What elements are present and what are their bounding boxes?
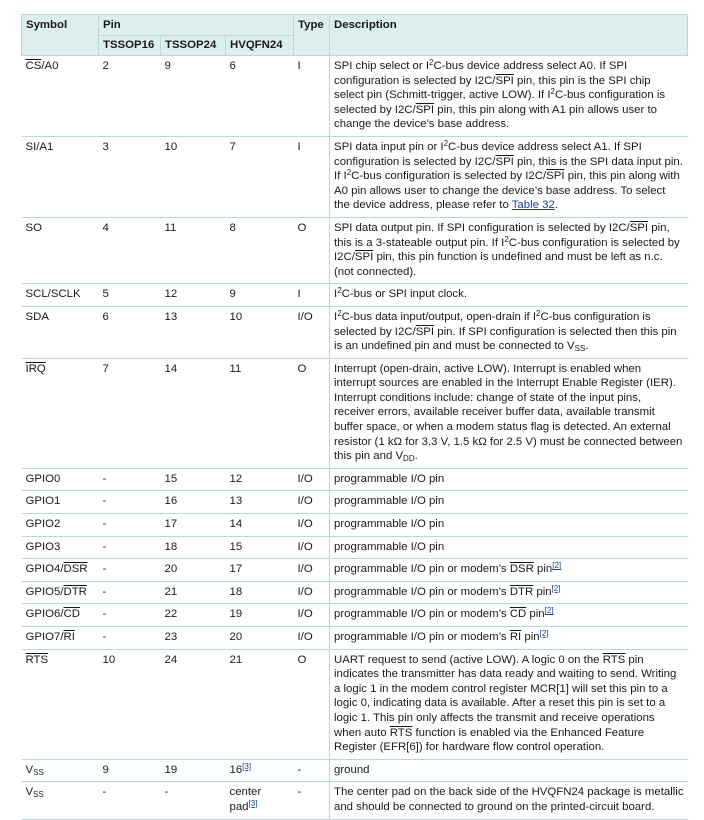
type-cell: [294, 358, 330, 468]
text-segment: programmable I/O pin: [334, 495, 445, 508]
cell-text: -: [102, 563, 107, 576]
overlined-signal: $\overline{DSR}$: [509, 563, 534, 576]
text-segment: SPI data input pin or I: [334, 140, 444, 153]
tssop16-pin-cell: [99, 306, 161, 358]
cell-text: 12: [164, 288, 178, 301]
text-segment: GPIO2: [25, 518, 61, 531]
text-segment: .: [414, 450, 418, 463]
symbol-cell: [22, 514, 99, 537]
hvqfn24-pin-cell: [226, 284, 294, 307]
type-cell: [294, 514, 330, 537]
cell-text: 19: [164, 763, 178, 776]
symbol-cell: [22, 136, 99, 217]
tssop24-pin-cell: [161, 536, 226, 559]
description-cell: [330, 581, 688, 604]
text-segment: C-bus device address select A1. If SPI configuration is selected by I2C/: [334, 140, 642, 168]
text-segment: SS: [574, 344, 586, 354]
table-row: [22, 536, 688, 559]
cell-text: 12: [229, 472, 243, 485]
text-segment: pin. If SPI configuration is selected then this pin is an undefined pin and must be connected to V: [334, 325, 677, 353]
symbol-cell: [22, 536, 99, 559]
reference-link[interactable]: [2]: [544, 606, 554, 616]
symbol-cell: [22, 306, 99, 358]
symbol-cell: [22, 649, 99, 759]
tssop24-pin-cell: [161, 306, 226, 358]
text-segment: GPIO6/: [25, 608, 64, 621]
text-segment: programmable I/O pin or modem’s: [334, 585, 510, 598]
reference-link[interactable]: [3]: [248, 798, 258, 808]
header-type: Type: [294, 15, 330, 56]
cell-text: 9: [102, 763, 109, 776]
overlined-signal: $\overline{RTS}$: [25, 653, 49, 666]
text-segment: 2: [443, 138, 449, 148]
text-segment: C-bus configuration is selected by I2C/: [351, 170, 547, 183]
cell-text: I/O: [297, 585, 313, 598]
tssop24-pin-cell: [161, 56, 226, 137]
symbol-cell: [22, 284, 99, 307]
text-segment: GPIO3: [25, 540, 61, 553]
reference-link[interactable]: [2]: [539, 629, 549, 638]
tssop24-pin-cell: [161, 217, 226, 283]
hvqfn24-pin-cell: [226, 759, 294, 782]
symbol-cell: [22, 581, 99, 604]
text-segment: SS: [33, 767, 44, 777]
tssop24-pin-cell: [161, 468, 226, 491]
overlined-signal: $\overline{SPI}$: [415, 103, 435, 116]
text-segment: GPIO5/: [25, 585, 64, 598]
table-row: [22, 136, 688, 217]
tssop16-pin-cell: [99, 604, 161, 627]
overlined-signal: $\overline{SPI}$: [415, 325, 435, 338]
description-cell: [330, 782, 688, 819]
hvqfn24-pin-cell: [226, 627, 294, 650]
text-segment: C-bus data input/output, open-drain if I: [341, 310, 537, 323]
symbol-cell: [22, 627, 99, 650]
reference-link[interactable]: [2]: [551, 583, 561, 593]
cell-text: 20: [229, 631, 243, 643]
overlined-signal: $\overline{SPI}$: [354, 251, 374, 264]
cell-text: I/O: [297, 608, 313, 621]
text-segment: pin: [533, 563, 553, 576]
text-segment: 2: [428, 58, 434, 67]
cell-text: 11: [164, 221, 177, 234]
hvqfn24-pin-cell: [226, 782, 294, 819]
header-symbol: Symbol: [22, 15, 99, 56]
tssop24-pin-cell: [161, 284, 226, 307]
type-cell: [294, 627, 330, 650]
overlined-signal: $\overline{RTS}$: [602, 653, 626, 666]
text-segment: 2: [550, 87, 555, 97]
cell-text: I: [297, 140, 301, 153]
cell-text: I: [297, 60, 301, 72]
table-row: [22, 217, 688, 283]
cell-text: 7: [229, 140, 236, 153]
cell-text: I/O: [297, 495, 313, 508]
symbol-cell: [22, 358, 99, 468]
cell-text: I: [297, 288, 301, 301]
cell-text: 9: [229, 288, 236, 301]
text-segment: GPIO7/: [25, 631, 64, 643]
cell-text: I/O: [297, 310, 313, 323]
tssop24-pin-cell: [161, 514, 226, 537]
text-segment: programmable I/O pin or modem’s: [334, 563, 510, 576]
cell-text: O: [297, 221, 307, 234]
symbol-cell: [22, 56, 99, 137]
cell-text: 13: [229, 495, 243, 508]
text-segment: C-bus device address select A0. If SPI configuration is selected by I2C/: [334, 60, 628, 87]
description-cell: [330, 358, 688, 468]
tssop24-pin-cell: [161, 649, 226, 759]
tssop16-pin-cell: [99, 491, 161, 514]
type-cell: [294, 559, 330, 582]
cell-text: 23: [164, 631, 178, 643]
cell-text: I/O: [297, 518, 313, 531]
text-segment: V: [25, 786, 34, 799]
tssop16-pin-cell: [99, 56, 161, 137]
cell-text: 17: [164, 518, 178, 531]
tssop24-pin-cell: [161, 782, 226, 819]
text-segment: pin, this pin along with A1 pin allows user to change the device’s base address.: [334, 103, 657, 131]
text-segment: C-bus configuration is selected by I2C/: [334, 310, 651, 338]
type-cell: [294, 136, 330, 217]
cell-text: 6: [229, 60, 236, 72]
header-hvqfn24: HVQFN24: [226, 36, 294, 56]
text-segment: The center pad on the back side of the HVQFN24 package is metallic and should be connected to ground on the printed-circuit board.: [334, 786, 684, 813]
table-row: [22, 514, 688, 537]
overlined-signal: $\overline{CS}$: [25, 60, 42, 72]
text-segment: 2: [504, 234, 509, 244]
cell-text: 24: [164, 653, 178, 666]
cell-text: 2: [102, 60, 109, 72]
tssop16-pin-cell: [99, 782, 161, 819]
overlined-signal: $\overline{RI}$: [509, 631, 522, 643]
text-segment: pin: [533, 585, 552, 598]
overlined-signal: $\overline{CD}$: [63, 608, 80, 621]
text-segment: GPIO4/: [25, 563, 64, 576]
text-segment: SDA: [25, 310, 49, 323]
type-cell: [294, 284, 330, 307]
cell-text: 10: [229, 310, 243, 323]
text-segment: SPI data output pin. If SPI configuration is selected by I2C/: [334, 221, 630, 234]
tssop16-pin-cell: [99, 627, 161, 650]
text-segment: SS: [33, 790, 44, 800]
reference-link[interactable]: [2]: [552, 561, 562, 571]
cell-text: 6: [102, 310, 109, 323]
table-row: [22, 627, 688, 650]
cell-text: 20: [164, 563, 178, 576]
cell-text: O: [297, 653, 307, 666]
tssop16-pin-cell: [99, 514, 161, 537]
text-segment: programmable I/O pin: [334, 540, 445, 553]
tssop16-pin-cell: [99, 358, 161, 468]
text-segment: programmable I/O pin or modem’s: [334, 631, 510, 643]
type-cell: [294, 217, 330, 283]
text-segment: 2: [337, 286, 342, 296]
cell-text: 4: [102, 221, 109, 234]
description-cell: [330, 136, 688, 217]
text-segment: Interrupt (open-drain, active LOW). Interrupt is enabled when interrupt sources are enabled in the Interrupt Enable Register (IER). Interrupt conditions include: change of state of the input pins, receiver errors, available receiver buffer data, available transmit buffer space, or when a modem status flag is detected. An external resistor (1 kΩ for 3.3 V, 1.5 kΩ for 2.5 V) must be connected between this pin and V: [334, 362, 683, 463]
hvqfn24-pin-cell: [226, 581, 294, 604]
cell-text: 21: [164, 585, 178, 598]
tssop16-pin-cell: [99, 649, 161, 759]
description-cell: [330, 306, 688, 358]
type-cell: [294, 759, 330, 782]
text-segment: programmable I/O pin or modem’s: [334, 608, 510, 621]
header-pin: Pin: [99, 15, 294, 36]
overlined-signal: $\overline{DTR}$: [63, 585, 87, 598]
description-cell: [330, 759, 688, 782]
text-segment: I: [334, 310, 338, 323]
header-tssop16: TSSOP16: [99, 36, 161, 56]
cell-text: 9: [164, 60, 171, 72]
text-segment: UART request to send (active LOW). A logic 0 on the: [334, 653, 603, 666]
text-segment: V: [25, 763, 34, 776]
table-row: [22, 358, 688, 468]
tssop24-pin-cell: [161, 581, 226, 604]
hvqfn24-pin-cell: [226, 514, 294, 537]
type-cell: [294, 306, 330, 358]
text-segment: SCL/SCLK: [25, 288, 81, 301]
tssop24-pin-cell: [161, 491, 226, 514]
symbol-cell: [22, 217, 99, 283]
cell-text: -: [102, 585, 107, 598]
text-segment: ground: [334, 763, 370, 776]
text-segment: 2: [536, 308, 541, 318]
text-segment: GPIO1: [25, 495, 61, 508]
tssop24-pin-cell: [161, 358, 226, 468]
description-cell: [330, 284, 688, 307]
cell-text: 14: [229, 518, 243, 531]
tssop24-pin-cell: [161, 136, 226, 217]
pin-description-table: [21, 14, 688, 820]
cell-text: 17: [229, 563, 243, 576]
cell-text: 18: [164, 540, 178, 553]
description-cell: [330, 604, 688, 627]
cell-text: O: [297, 362, 307, 375]
table-row: [22, 581, 688, 604]
symbol-cell: [22, 468, 99, 491]
text-segment: programmable I/O pin: [334, 472, 445, 485]
overlined-signal: $\overline{IRQ}$: [25, 362, 46, 375]
text-segment: pin: [521, 631, 540, 643]
text-segment: C-bus or SPI input clock.: [341, 288, 467, 301]
hvqfn24-pin-cell: [226, 559, 294, 582]
overlined-signal: $\overline{CD}$: [509, 608, 527, 621]
text-segment: SI/A1: [25, 140, 54, 153]
cell-text: 7: [102, 362, 109, 375]
cell-text: 14: [164, 362, 178, 375]
cell-text: 22: [164, 608, 178, 621]
text-segment: pin, this is the SPI data input pin. If I: [334, 155, 683, 183]
text-segment: function is enabled via the Enhanced Feature Register (EFR[6]) for hardware flow control operation.: [334, 726, 645, 754]
text-segment: I: [334, 288, 338, 301]
text-segment: programmable I/O pin: [334, 518, 445, 531]
cell-text: -: [102, 540, 107, 553]
cell-text: 5: [102, 288, 109, 301]
text-segment: pin, this pin is the SPI chip select pin (Schmitt-trigger, active LOW). If I: [334, 74, 651, 102]
header-tssop24: TSSOP24: [161, 36, 226, 56]
cell-text: 15: [229, 540, 243, 553]
cell-text: I/O: [297, 540, 313, 553]
type-cell: [294, 782, 330, 819]
text-segment: /A0: [41, 60, 59, 72]
description-cell: [330, 468, 688, 491]
text-segment: center pad: [229, 786, 262, 813]
cell-text: 16: [164, 495, 178, 508]
table-row: [22, 306, 688, 358]
symbol-cell: [22, 782, 99, 819]
cell-text: -: [102, 608, 107, 621]
cell-text: I/O: [297, 631, 313, 643]
table-row: [22, 759, 688, 782]
cell-text: 15: [164, 472, 178, 485]
text-segment: 2: [337, 308, 342, 318]
cell-text: 10: [102, 653, 116, 666]
type-cell: [294, 581, 330, 604]
table-row: [22, 604, 688, 627]
tssop16-pin-cell: [99, 559, 161, 582]
symbol-cell: [22, 491, 99, 514]
overlined-signal: $\overline{DSR}$: [63, 563, 88, 576]
hvqfn24-pin-cell: [226, 217, 294, 283]
tssop16-pin-cell: [99, 217, 161, 283]
cell-text: 13: [164, 310, 178, 323]
hvqfn24-pin-cell: [226, 649, 294, 759]
tssop16-pin-cell: [99, 136, 161, 217]
overlined-signal: $\overline{SPI}$: [495, 155, 514, 168]
overlined-signal: $\overline{SPI}$: [629, 221, 649, 234]
tssop16-pin-cell: [99, 536, 161, 559]
text-segment: pin, this pin function is undefined and must be left as n.c. (not connected).: [334, 251, 663, 278]
hvqfn24-pin-cell: [226, 306, 294, 358]
cell-text: -: [164, 786, 169, 799]
symbol-cell: [22, 759, 99, 782]
type-cell: [294, 649, 330, 759]
reference-link[interactable]: [3]: [242, 761, 252, 771]
tssop24-pin-cell: [161, 559, 226, 582]
description-cell: [330, 559, 688, 582]
cell-text: 19: [229, 608, 243, 621]
table-row: [22, 468, 688, 491]
tssop24-pin-cell: [161, 604, 226, 627]
tssop16-pin-cell: [99, 468, 161, 491]
description-cell: [330, 649, 688, 759]
description-cell: [330, 536, 688, 559]
hvqfn24-pin-cell: [226, 136, 294, 217]
cell-text: -: [297, 786, 302, 799]
text-segment: C-bus configuration is selected by I2C/: [334, 236, 680, 264]
text-segment: pin: [526, 608, 545, 621]
text-segment: pin, this pin along with A0 pin allows user to change the device’s base address. To select the device address, please refer to: [334, 170, 680, 212]
text-segment: pin indicates the transmitter has data ready and waiting to send. Writing a logic 1 in the modem control register MCR[1] will set this pin to a logic 0, indicating data is available. After a reset this pin is set to a logic 1. This pin only affects the transmit and receive operations when auto: [334, 653, 677, 739]
description-cell: [330, 491, 688, 514]
tssop16-pin-cell: [99, 581, 161, 604]
text-segment: DD: [403, 454, 415, 464]
tssop24-pin-cell: [161, 627, 226, 650]
tssop24-pin-cell: [161, 759, 226, 782]
type-cell: [294, 56, 330, 137]
type-cell: [294, 604, 330, 627]
cell-text: 18: [229, 585, 243, 598]
overlined-signal: $\overline{DTR}$: [509, 585, 534, 598]
hvqfn24-pin-cell: [226, 358, 294, 468]
header-description: Description: [330, 15, 688, 56]
table-row: [22, 649, 688, 759]
cell-text: -: [102, 631, 107, 643]
type-cell: [294, 536, 330, 559]
cell-text: 3: [102, 140, 109, 153]
type-cell: [294, 491, 330, 514]
text-segment: .: [585, 340, 589, 353]
table-row: [22, 491, 688, 514]
overlined-signal: $\overline{RTS}$: [389, 726, 413, 739]
table-body: [22, 56, 688, 820]
text-segment: SPI chip select or I: [334, 60, 429, 72]
cell-text: -: [297, 763, 302, 776]
cell-text: I/O: [297, 472, 313, 485]
description-cell: [330, 514, 688, 537]
text-segment: GPIO0: [25, 472, 61, 485]
cell-text: 10: [164, 140, 178, 153]
table-row: [22, 56, 688, 137]
cell-text: I/O: [297, 563, 313, 576]
hvqfn24-pin-cell: [226, 604, 294, 627]
table-row: [22, 782, 688, 819]
table-row: [22, 559, 688, 582]
cell-text: -: [102, 472, 107, 485]
hvqfn24-pin-cell: [226, 468, 294, 491]
cell-text: 11: [229, 362, 242, 375]
symbol-cell: [22, 604, 99, 627]
cell-text: 21: [229, 653, 243, 666]
hvqfn24-pin-cell: [226, 56, 294, 137]
tssop16-pin-cell: [99, 284, 161, 307]
cell-text: -: [102, 518, 107, 531]
type-cell: [294, 468, 330, 491]
header-row: [22, 15, 688, 36]
text-segment: 2: [346, 168, 352, 178]
text-segment: .: [554, 199, 558, 212]
cell-text: 8: [229, 221, 236, 234]
description-cell: [330, 627, 688, 650]
symbol-cell: [22, 559, 99, 582]
cell-text: -: [102, 786, 107, 799]
tssop16-pin-cell: [99, 759, 161, 782]
overlined-signal: $\overline{SPI}$: [495, 74, 514, 87]
hvqfn24-pin-cell: [226, 491, 294, 514]
text-segment: 16: [229, 763, 243, 776]
reference-link[interactable]: Table 32: [511, 199, 555, 212]
table-row: [22, 284, 688, 307]
hvqfn24-pin-cell: [226, 536, 294, 559]
description-cell: [330, 56, 688, 137]
cell-text: -: [102, 495, 107, 508]
text-segment: pin, this is a 3-stateable output pin. If I: [334, 221, 670, 249]
overlined-signal: $\overline{SPI}$: [546, 170, 565, 183]
overlined-signal: $\overline{RI}$: [63, 631, 75, 643]
text-segment: C-bus configuration is selected by I2C/: [334, 89, 666, 116]
text-segment: SO: [25, 221, 42, 234]
description-cell: [330, 217, 688, 283]
